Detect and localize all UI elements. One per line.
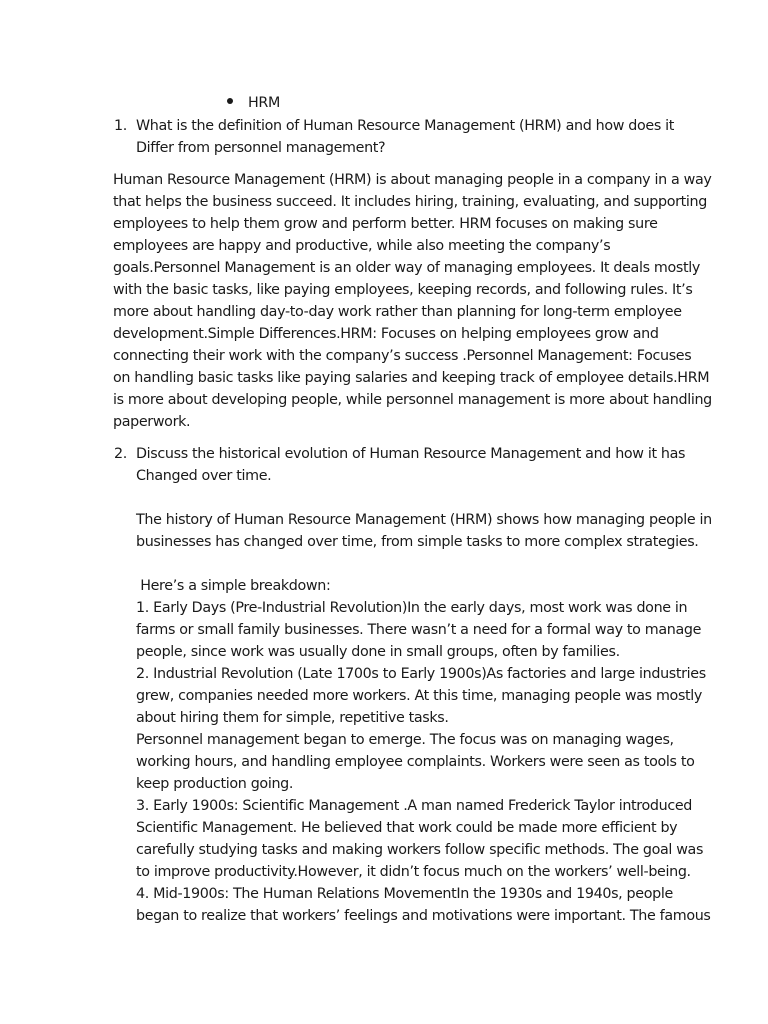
answer-2-line: began to realize that workers’ feelings and motivations were important. The famous bbox=[136, 908, 711, 924]
question-1-number: 1. bbox=[114, 118, 127, 134]
answer-2-line: grew, companies needed more workers. At this time, managing people was mostly bbox=[136, 688, 703, 704]
answer-1-line: Human Resource Management (HRM) is about managing people in a company in a way bbox=[113, 172, 712, 188]
answer-1-line: more about handling day-to-day work rather than planning for long-term employee bbox=[113, 304, 682, 320]
question-2-line: Changed over time. bbox=[136, 468, 272, 484]
bullet-dot-icon bbox=[227, 98, 233, 104]
answer-2-line: carefully studying tasks and making workers follow specific methods. The goal was bbox=[136, 842, 704, 858]
answer-2-line: Personnel management began to emerge. The focus was on managing wages, bbox=[136, 732, 674, 748]
answer-1-line: development.Simple Differences.HRM: Focuses on helping employees grow and bbox=[113, 326, 659, 342]
question-1-line: What is the definition of Human Resource Management (HRM) and how does it bbox=[136, 118, 675, 134]
question-2-number: 2. bbox=[114, 446, 127, 462]
answer-1-line: paperwork. bbox=[113, 414, 191, 430]
answer-1-line: that helps the business succeed. It includes hiring, training, evaluating, and supporting bbox=[113, 194, 707, 210]
answer-2-line: The history of Human Resource Management (HRM) shows how managing people in bbox=[136, 512, 712, 528]
question-1-line: Differ from personnel management? bbox=[136, 140, 386, 156]
answer-2-line: people, since work was usually done in small groups, often by families. bbox=[136, 644, 620, 660]
answer-2-line: working hours, and handling employee complaints. Workers were seen as tools to bbox=[136, 754, 695, 770]
answer-1-line: is more about developing people, while personnel management is more about handling bbox=[113, 392, 712, 408]
answer-1-line: goals.Personnel Management is an older way of managing employees. It deals mostly bbox=[113, 260, 700, 276]
answer-2-line: 4. Mid-1900s: The Human Relations MovementIn the 1930s and 1940s, people bbox=[136, 886, 673, 902]
answer-2-line: about hiring them for simple, repetitive tasks. bbox=[136, 710, 449, 726]
answer-1-line: connecting their work with the company’s success .Personnel Management: Focuses bbox=[113, 348, 692, 364]
answer-2-line: businesses has changed over time, from simple tasks to more complex strategies. bbox=[136, 534, 699, 550]
answer-2-line: 1. Early Days (Pre-Industrial Revolution)In the early days, most work was done in bbox=[136, 600, 688, 616]
answer-2-line: to improve productivity.However, it didn’t focus much on the workers’ well-being. bbox=[136, 864, 691, 880]
answer-2-line: 2. Industrial Revolution (Late 1700s to Early 1900s)As factories and large industries bbox=[136, 666, 706, 682]
answer-2-line: farms or small family businesses. There wasn’t a need for a formal way to manage bbox=[136, 622, 702, 638]
answer-1-line: employees to help them grow and perform better. HRM focuses on making sure bbox=[113, 216, 658, 232]
bullet-item-hrm: HRM bbox=[248, 95, 280, 111]
answer-2-line: Scientific Management. He believed that work could be made more efficient by bbox=[136, 820, 678, 836]
answer-2-line: 3. Early 1900s: Scientific Management .A man named Frederick Taylor introduced bbox=[136, 798, 693, 814]
answer-2-line: keep production going. bbox=[136, 776, 294, 792]
answer-1-line: with the basic tasks, like paying employees, keeping records, and following rules. It’s bbox=[113, 282, 693, 298]
answer-1-line: on handling basic tasks like paying salaries and keeping track of employee details.HRM bbox=[113, 370, 710, 386]
answer-2-line: Here’s a simple breakdown: bbox=[136, 578, 331, 594]
question-2-line: Discuss the historical evolution of Human Resource Management and how it has bbox=[136, 446, 686, 462]
answer-1-line: employees are happy and productive, while also meeting the company’s bbox=[113, 238, 611, 254]
